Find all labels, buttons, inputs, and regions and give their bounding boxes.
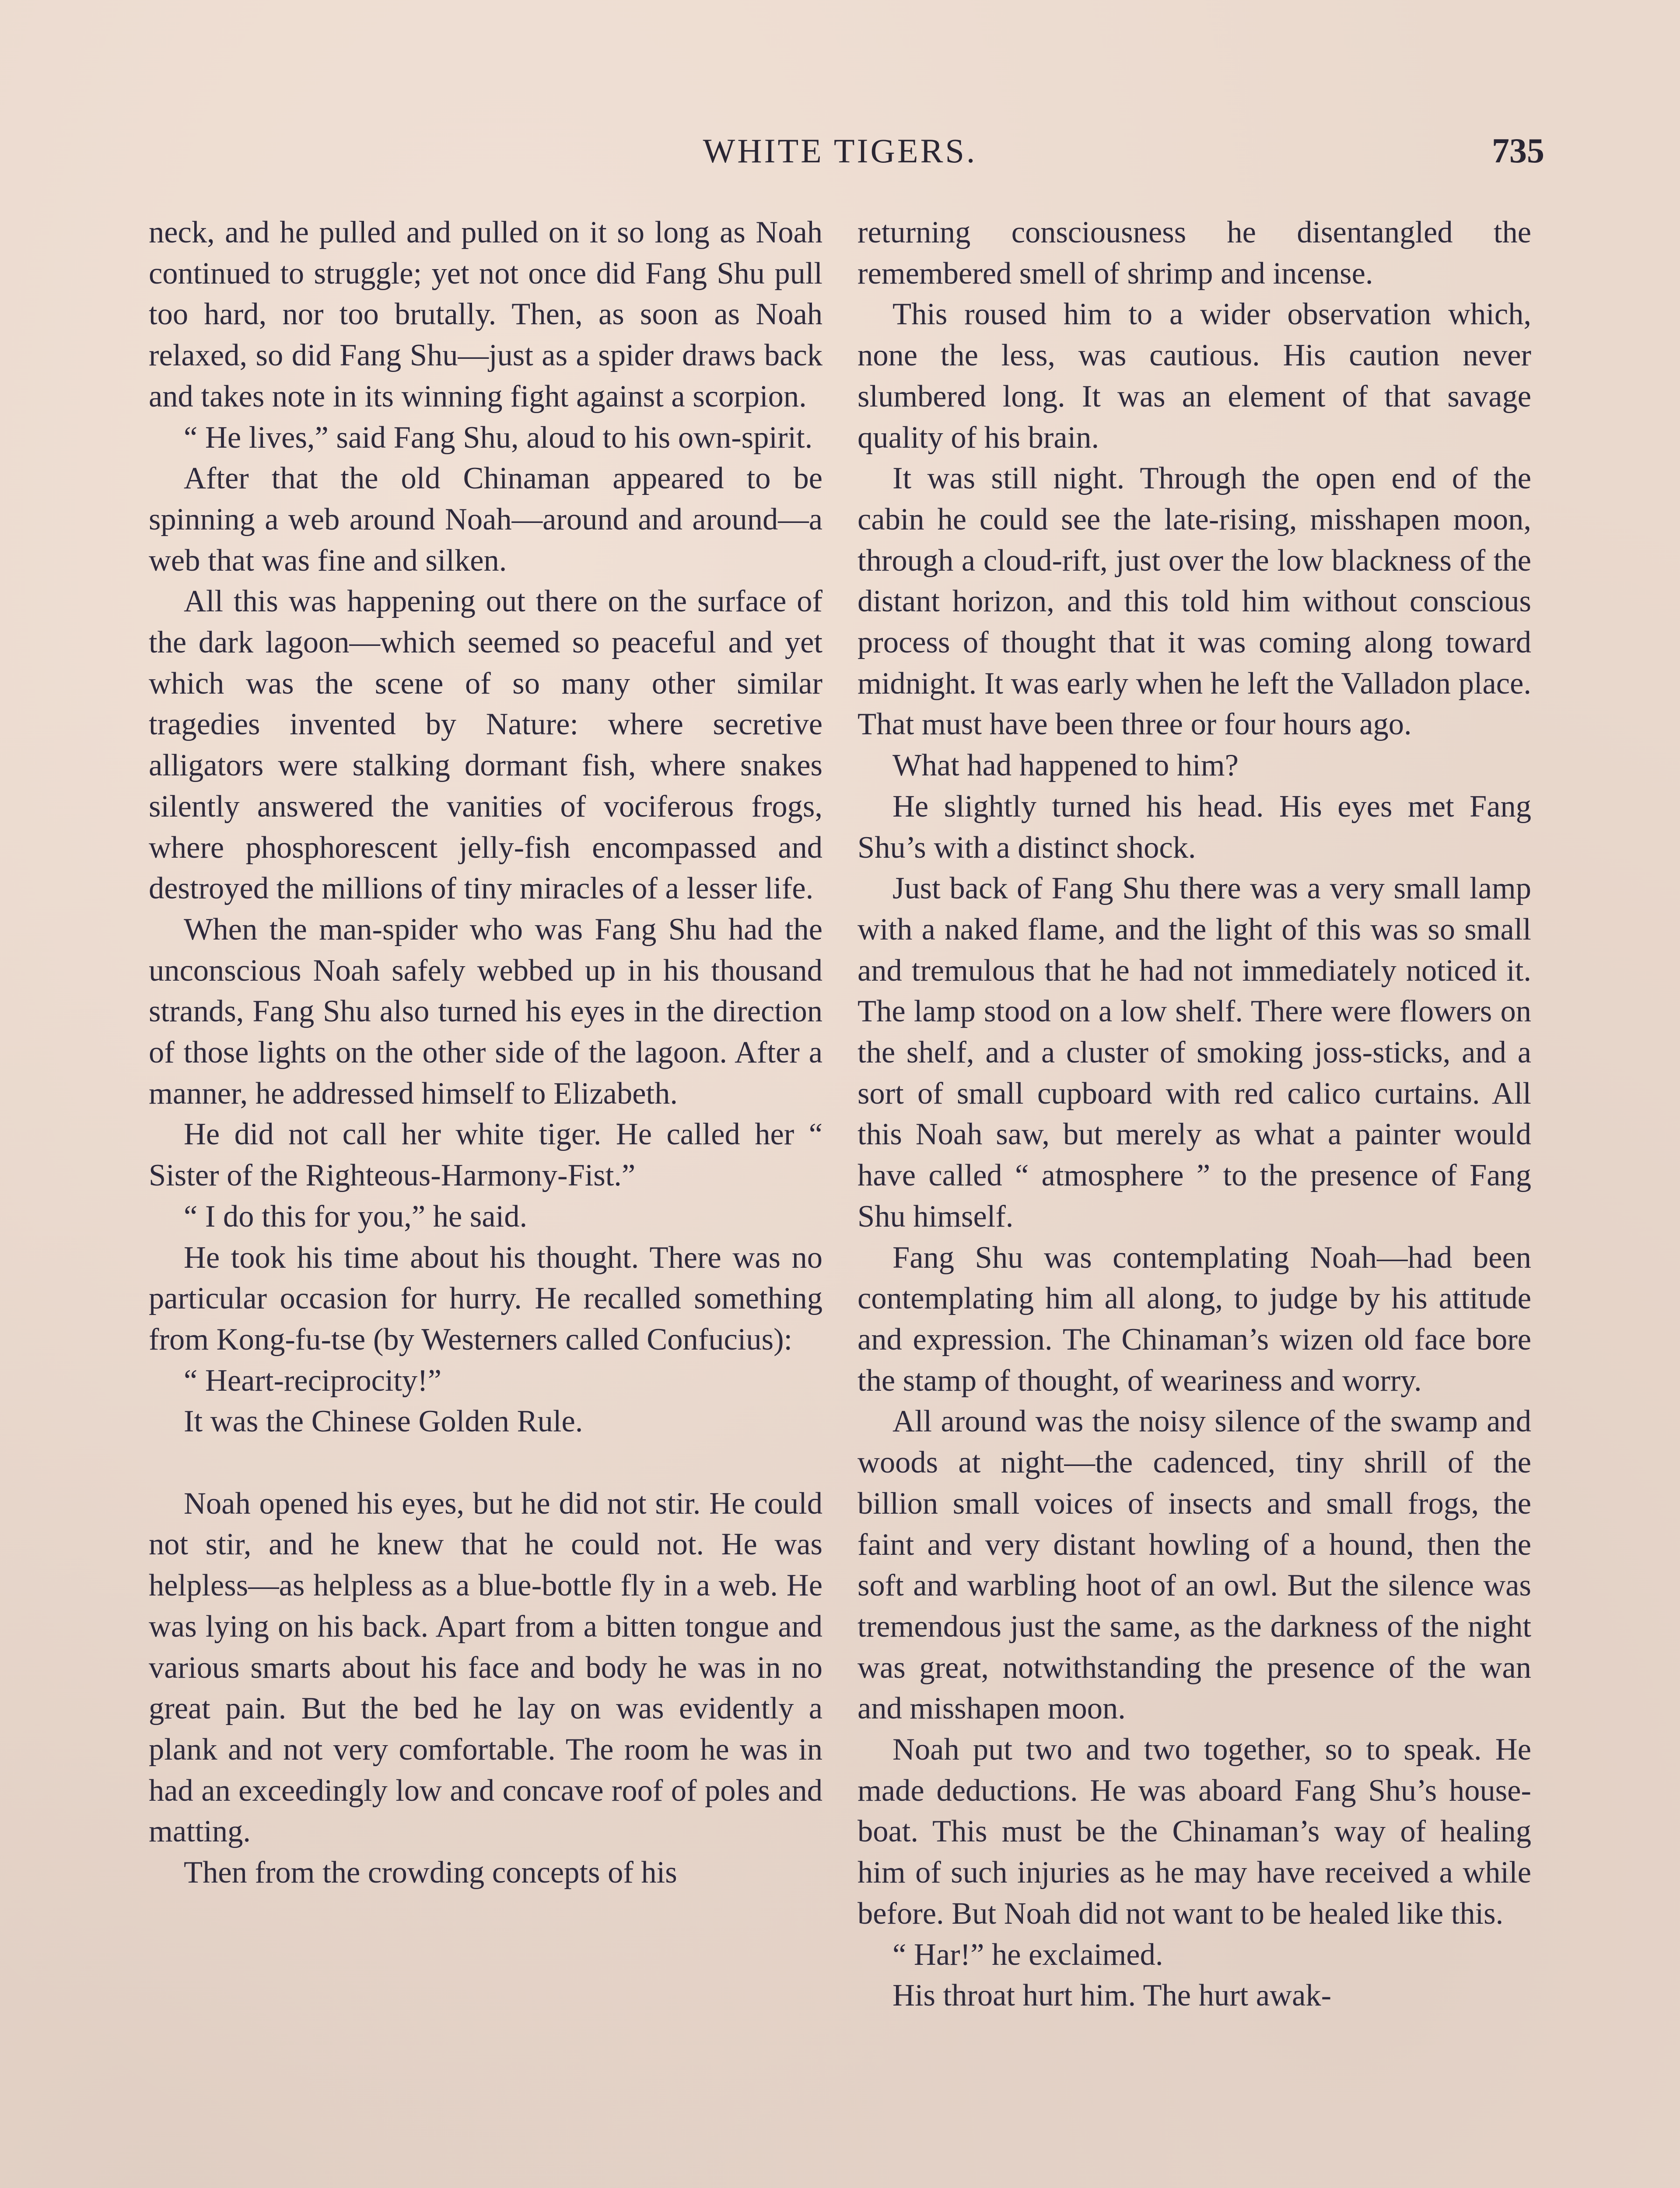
- paragraph: When the man-spider who was Fang Shu had the unconscious Noah safely webbed up in his thousand strands, Fang Shu also turned his eyes in the direction of those lights on the other side of the lagoon. After a manner, he addressed himself to Elizabeth.: [149, 912, 822, 1111]
- paragraph: It was the Chinese Golden Rule.: [184, 1404, 583, 1439]
- page-number: 735: [1492, 132, 1544, 170]
- section-break: [149, 1442, 822, 1483]
- paragraph: What had happened to him?: [892, 748, 1239, 783]
- paragraph: Noah put two and two together, so to speak. He made deductions. He was aboard Fang Shu’s house-boat. This must be the Chinaman’s way of healing him of such injuries as he may have received a while before. But Noah did not want to be healed like this.: [858, 1732, 1531, 1931]
- paragraph: It was still night. Through the open end of the cabin he could see the late-rising, misshapen moon, through a cloud-rift, just over the low blackness of the distant horizon, and this told him without conscious process of thought that it was coming along toward midnight. It was early when he left the Valladon place. That must have been three or four hours ago.: [858, 461, 1531, 742]
- paragraph: He slightly turned his head. His eyes met Fang Shu’s with a distinct shock.: [858, 789, 1531, 865]
- paragraph: “ Har!” he exclaimed.: [892, 1937, 1163, 1972]
- running-title: WHITE TIGERS.: [703, 132, 977, 170]
- paragraph: “ Heart-reciprocity!”: [184, 1363, 442, 1398]
- left-column: [149, 212, 822, 1893]
- paragraph: Fang Shu was contemplating Noah—had been contemplating him all along, to judge by his attitude and expression. The Chinaman’s wizen old face bore the stamp of thought, of weariness and worry.: [858, 1240, 1531, 1398]
- paragraph: returning consciousness he disentangled the remembered smell of shrimp and incense.: [858, 215, 1531, 291]
- paragraph: His throat hurt him. The hurt awak-: [892, 1978, 1332, 2013]
- paragraph: All this was happening out there on the surface of the dark lagoon—which seemed so peaceful and yet which was the scene of so many other similar tragedies invented by Nature: where secretive alligators were stalking dormant fish, where snakes silently answered the vanities of vociferous frogs, where phosphorescent jelly-fish encompassed and destroyed the millions of tiny miracles of a lesser life.: [149, 584, 822, 906]
- paragraph: “ He lives,” said Fang Shu, aloud to his own-spirit.: [184, 420, 813, 455]
- paragraph: neck, and he pulled and pulled on it so long as Noah continued to struggle; yet not once did Fang Shu pull too hard, nor too brutally. Then, as soon as Noah relaxed, so did Fang Shu—just as a spider draws back and takes note in its winning fight against a scorpion.: [149, 215, 822, 414]
- paragraph: He took his time about his thought. There was no particular occasion for hurry. He recalled something from Kong-fu-tse (by Westerners called Confucius):: [149, 1240, 822, 1357]
- paragraph: Then from the crowding concepts of his: [184, 1855, 677, 1890]
- paragraph: He did not call her white tiger. He called her “ Sister of the Righteous-Harmony-Fist.”: [149, 1117, 822, 1193]
- paragraph: Just back of Fang Shu there was a very small lamp with a naked flame, and the light of this was so small and tremulous that he had not immediately noticed it. The lamp stood on a low shelf. There were flowers on the shelf, and a cluster of smoking joss-sticks, and a sort of small cupboard with red calico curtains. All this Noah saw, but merely as what a painter would have called “ atmosphere ” to the presence of Fang Shu himself.: [858, 871, 1531, 1234]
- right-column: [858, 212, 1531, 2016]
- paragraph: All around was the noisy silence of the swamp and woods at night—the cadenced, tiny shrill of the billion small voices of insects and small frogs, the faint and very distant howling of a hound, then the soft and warbling hoot of an owl. But the silence was tremendous just the same, as the darkness of the night was great, notwithstanding the presence of the wan and misshapen moon.: [858, 1404, 1531, 1726]
- paragraph: After that the old Chinaman appeared to be spinning a web around Noah—around and around—a web that was fine and silken.: [149, 461, 822, 578]
- paragraph: This roused him to a wider observation which, none the less, was cautious. His caution never slumbered long. It was an element of that savage quality of his brain.: [858, 297, 1531, 455]
- paragraph: Noah opened his eyes, but he did not stir. He could not stir, and he knew that he could not. He was helpless—as helpless as a blue-bottle fly in a web. He was lying on his back. Apart from a bitten tongue and various smarts about his face and body he was in no great pain. But the bed he lay on was evidently a plank and not very comfortable. The room he was in had an exceedingly low and concave roof of poles and matting.: [149, 1486, 822, 1849]
- paragraph: “ I do this for you,” he said.: [184, 1199, 528, 1234]
